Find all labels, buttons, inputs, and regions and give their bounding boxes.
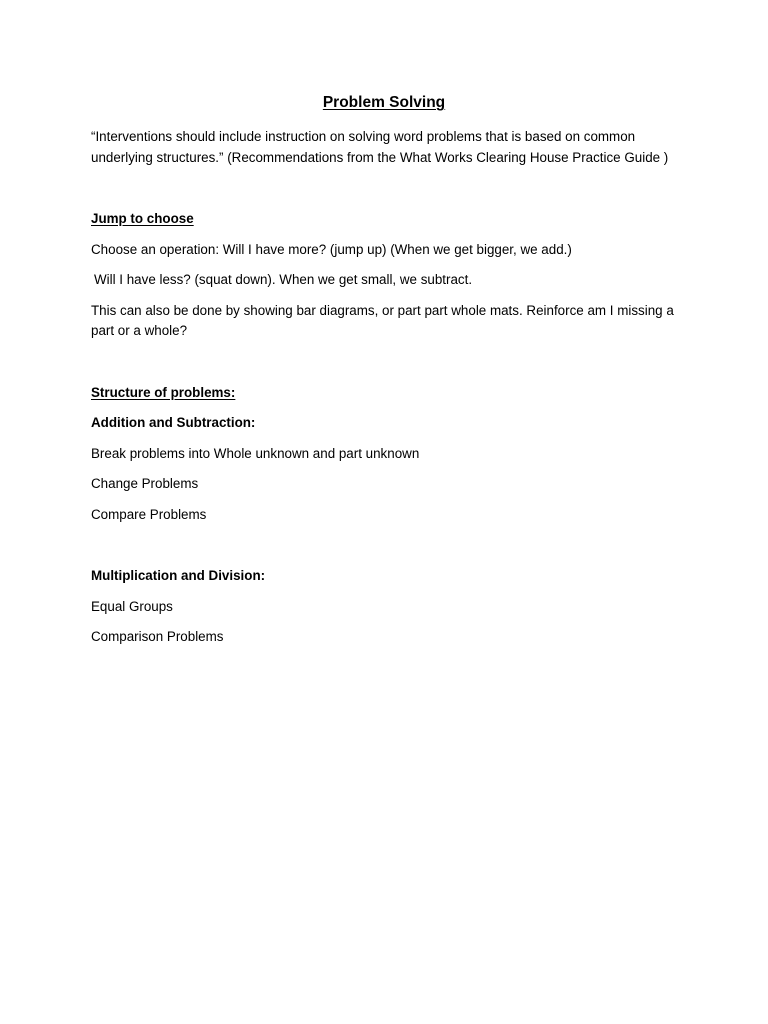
section-heading-structure-of-problems: Structure of problems: xyxy=(91,384,236,400)
subheading-addition-subtraction: Addition and Subtraction: xyxy=(91,415,256,430)
section-heading-jump-to-choose: Jump to choose xyxy=(91,211,194,226)
paragraph-have-less: Will I have less? (squat down). When we get small, we subtract. xyxy=(94,272,473,287)
list-item: Comparison Problems xyxy=(91,629,224,644)
document-body xyxy=(91,127,681,658)
list-item: Break problems into Whole unknown and part unknown xyxy=(91,445,420,461)
paragraph-bar-diagrams: This can also be done by showing bar diagrams, or part part whole mats. Reinforce am I missing a part or a whole? xyxy=(91,302,674,338)
subheading-multiplication-division: Multiplication and Division: xyxy=(91,568,266,583)
list-item: Change Problems xyxy=(91,476,199,491)
list-item: Compare Problems xyxy=(91,506,207,522)
paragraph-choose-operation: Choose an operation: Will I have more? (jump up) (When we get bigger, we add.) xyxy=(91,241,572,257)
page-title: Problem Solving xyxy=(322,94,446,111)
intro-quote: “Interventions should include instruction on solving word problems that is based on common underlying structures.” (Recommendations from the What Works Clearing House Practice Guide ) xyxy=(91,129,669,165)
list-item: Equal Groups xyxy=(91,598,173,614)
